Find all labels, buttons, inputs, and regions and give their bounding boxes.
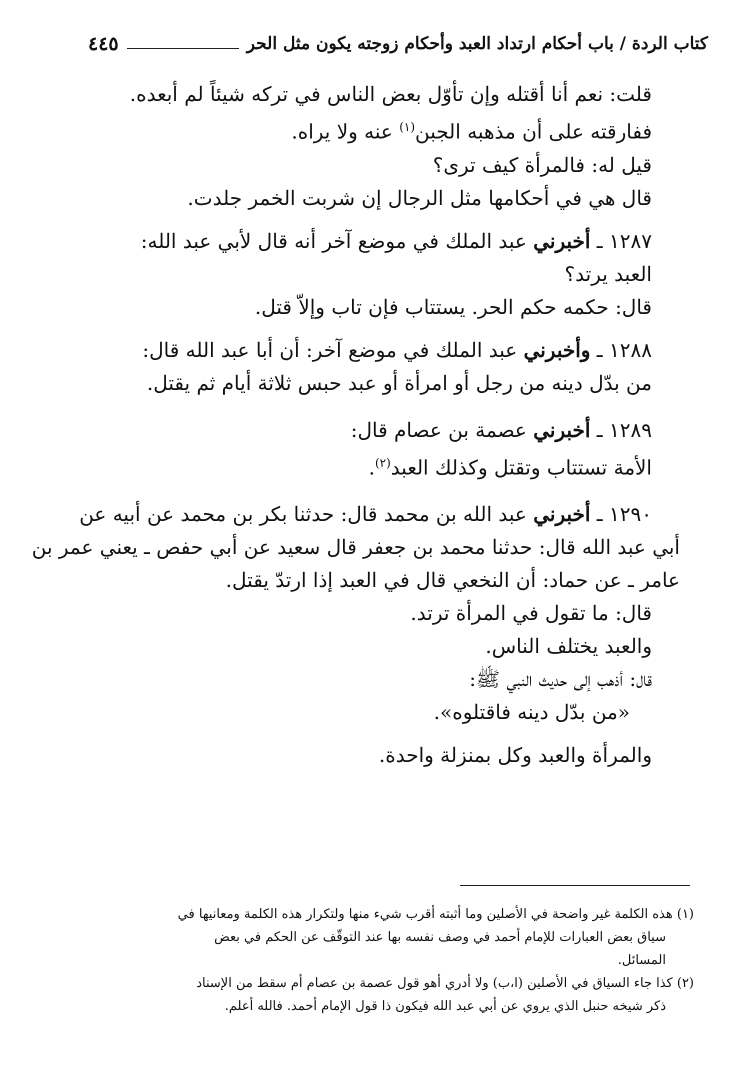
entry-keyword: أخبرني: [533, 502, 591, 527]
text-line: والمرأة والعبد وكل بمنزلة واحدة.: [378, 743, 652, 768]
text-line: قال: ما تقول في المرأة ترتد.: [410, 601, 652, 626]
footnotes: [66, 903, 694, 1018]
footnote-2-cont: ذكر شيخه حنبل الذي يروي عن أبي عبد الله فيكون ذا قول الإمام أحمد. فالله أعلم.: [224, 999, 666, 1014]
footnote-1-cont: المسائل.: [617, 953, 666, 968]
footnote-1: (١) هذه الكلمة غير واضحة في الأصلين وما أثبته أقرب شيء منها ولتكرار هذه الكلمة ومعانيها في: [177, 907, 694, 922]
running-title: كتاب الردة / باب أحكام ارتداد العبد وأحكام زوجته يكون مثل الحر: [246, 34, 708, 54]
footnote-ref-1[interactable]: (١): [399, 120, 416, 134]
entry-1289: ١٢٨٩ ـ أخبرني عصمة بن عصام قال:: [350, 417, 652, 442]
text-line: والعبد يختلف الناس.: [485, 634, 652, 659]
footnote-1-cont: سياق بعض العبارات للإمام أحمد في وصف نفسه بها عند التوقّف عن الحكم في بعض: [214, 930, 666, 945]
text-line: من بدّل دينه من رجل أو امرأة أو عبد حبس ثلاثة أيام ثم يقتل.: [146, 370, 652, 395]
footnote-2: (٢) كذا جاء السياق في الأصلين (ا،ب) ولا أدري أهو قول عصمة بن عصام أم سقط من الإسناد: [196, 976, 694, 991]
entry-number: ١٢٨٨ ـ: [590, 337, 652, 362]
main-text: [31, 78, 680, 772]
entry-1287: ١٢٨٧ ـ أخبرني عبد الملك في موضع آخر أنه قال لأبي عبد الله:: [140, 228, 652, 253]
text-line: قيل له: فالمرأة كيف ترى؟: [432, 152, 652, 177]
text-line: ففارقته على أن مذهبه الجبن$^{(١)}$ عنه ولا يراه.: [291, 119, 652, 144]
hadith-quote: «من بدّل دينه فاقتلوه».: [433, 700, 630, 725]
entry-keyword: أخبرني: [533, 228, 591, 253]
text-line: الأمة تستتاب وتقتل وكذلك العبد$^{(٢)}$.: [368, 455, 652, 480]
entry-1290: ١٢٩٠ ـ أخبرني عبد الله بن محمد قال: حدثنا بكر بن محمد عن أبيه عن: [79, 502, 652, 527]
footnote-ref-2[interactable]: (٢): [374, 455, 391, 470]
header-rule: [127, 48, 239, 49]
page-header: [88, 30, 708, 58]
footnote-separator: [460, 885, 690, 886]
text-line: العبد يرتد؟: [564, 261, 652, 286]
text-line: عامر ـ عن حماد: أن النخعي قال في العبد إذا ارتدّ يقتل.: [225, 568, 680, 593]
entry-keyword: وأخبرني: [523, 337, 591, 362]
text-line: قال: أذهب إلى حديث النبي ﷺ:: [469, 667, 652, 692]
entry-1288: ١٢٨٨ ـ وأخبرني عبد الملك في موضع آخر: أن أبا عبد الله قال:: [142, 337, 652, 362]
page-number: ٤٤٥: [88, 33, 119, 55]
text-line: أبي عبد الله قال: حدثنا محمد بن جعفر قال سعيد عن أبي حفص ـ يعني عمر بن: [31, 535, 680, 560]
text-line: قال هي في أحكامها مثل الرجال إن شربت الخمر جلدت.: [187, 185, 652, 210]
text-line: قلت: نعم أنا أقتله وإن تأوّل بعض الناس في تركه شيئاً لم أبعده.: [129, 82, 652, 106]
entry-number: ١٢٩٠ ـ: [590, 502, 652, 527]
entry-keyword: أخبرني: [533, 417, 591, 442]
entry-number: ١٢٨٧ ـ: [590, 228, 652, 253]
text-line: قال: حكمه حكم الحر. يستتاب فإن تاب وإلاّ قتل.: [254, 294, 652, 319]
entry-number: ١٢٨٩ ـ: [590, 417, 652, 442]
